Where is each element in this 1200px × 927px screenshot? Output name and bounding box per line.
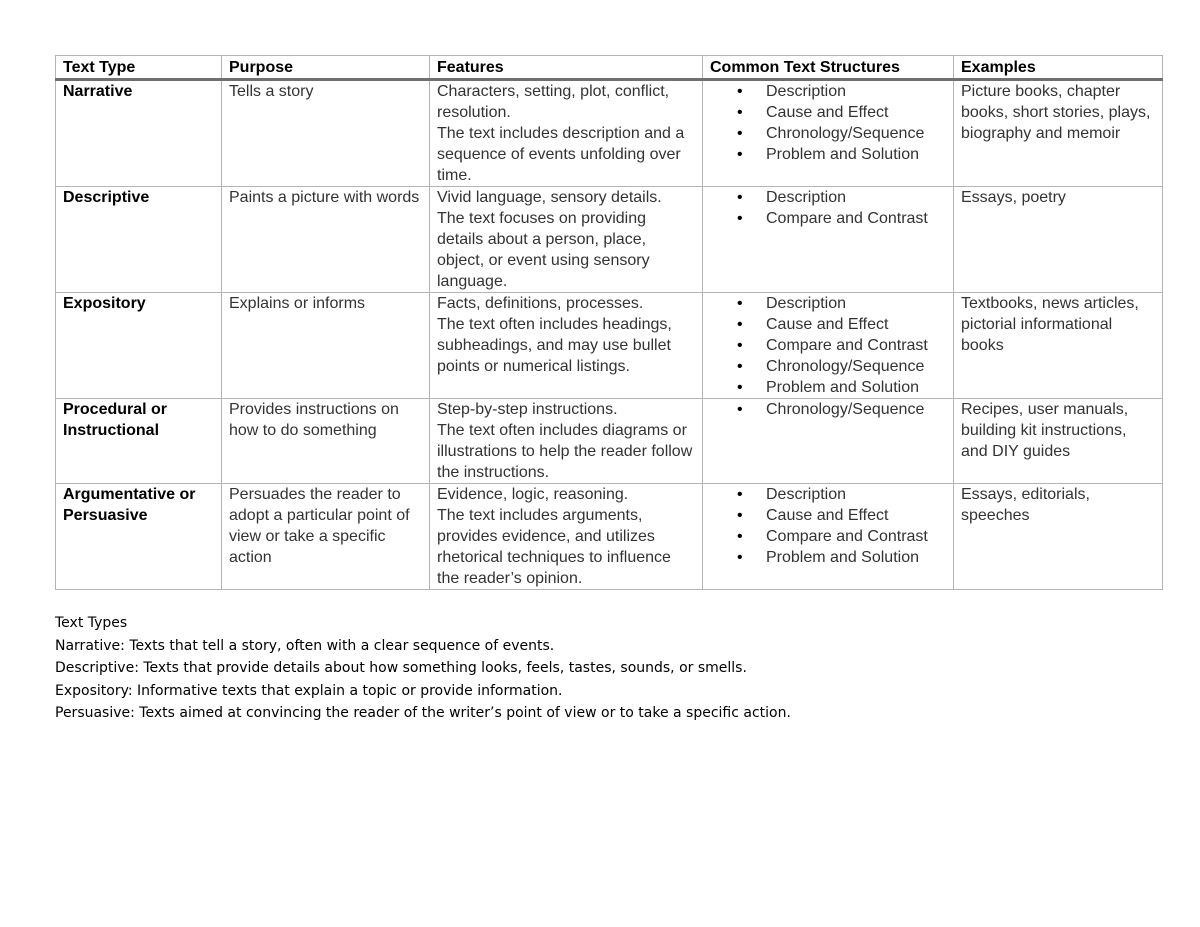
feature-text: The text often includes headings, subheadings, and may use bullet points or numerical listings. — [437, 316, 672, 375]
table-header-row — [56, 56, 1163, 80]
cell-common-text-structures — [703, 484, 954, 590]
feature-text: Evidence, logic, reasoning. — [437, 486, 629, 503]
cell-common-text-structures — [703, 187, 954, 293]
feature-text: The text includes description and a sequence of events unfolding over time. — [437, 125, 685, 184]
feature-text: The text focuses on providing details about a person, place, object, or event using sensory language. — [437, 210, 650, 290]
cell-features — [430, 399, 703, 484]
header-examples: Examples — [954, 56, 1163, 80]
cell-common-text-structures — [703, 293, 954, 399]
cell-examples: Textbooks, news articles, pictorial informational books — [954, 293, 1163, 399]
cell-text-type: Argumentative or Persuasive — [56, 484, 222, 590]
notes-line: Expository: Informative texts that explain a topic or provide information. — [55, 682, 563, 699]
structure-list — [710, 399, 947, 420]
cell-features — [430, 80, 703, 187]
table-row — [56, 293, 1163, 399]
structure-list — [710, 484, 947, 568]
structure-list-item: • Chronology/Sequence — [710, 399, 947, 420]
table-row — [56, 187, 1163, 293]
text-types-notes — [55, 612, 1162, 725]
feature-text: Facts, definitions, processes. — [437, 295, 644, 312]
cell-examples: Essays, editorials, speeches — [954, 484, 1163, 590]
feature-text: The text often includes diagrams or illustrations to help the reader follow the instructions. — [437, 422, 693, 481]
structure-list-item: • Description — [710, 293, 947, 314]
cell-purpose: Tells a story — [222, 80, 430, 187]
cell-purpose: Paints a picture with words — [222, 187, 430, 293]
feature-text: The text includes arguments, provides evidence, and utilizes rhetorical techniques to influence the reader’s opinion. — [437, 507, 671, 587]
structure-list-item: • Compare and Contrast — [710, 208, 947, 229]
cell-common-text-structures — [703, 80, 954, 187]
cell-features — [430, 293, 703, 399]
structure-list-item: • Chronology/Sequence — [710, 123, 947, 144]
cell-purpose: Explains or informs — [222, 293, 430, 399]
cell-text-type: Descriptive — [56, 187, 222, 293]
cell-common-text-structures — [703, 399, 954, 484]
cell-features — [430, 187, 703, 293]
cell-text-type: Expository — [56, 293, 222, 399]
structure-list-item: • Problem and Solution — [710, 547, 947, 568]
structure-list-item: • Cause and Effect — [710, 314, 947, 335]
document-page — [55, 55, 1162, 725]
notes-line: Descriptive: Texts that provide details about how something looks, feels, tastes, sounds, or smells. — [55, 660, 747, 676]
cell-text-type: Narrative — [56, 80, 222, 187]
structure-list-item: • Description — [710, 81, 947, 102]
header-text-type: Text Type — [56, 56, 222, 80]
structure-list-item: • Cause and Effect — [710, 102, 947, 123]
structure-list-item: • Cause and Effect — [710, 505, 947, 526]
feature-text: Vivid language, sensory details. — [437, 189, 662, 206]
cell-purpose: Provides instructions on how to do something — [222, 399, 430, 484]
cell-examples: Essays, poetry — [954, 187, 1163, 293]
header-features: Features — [430, 56, 703, 80]
structure-list-item: • Description — [710, 187, 947, 208]
feature-text: Step-by-step instructions. — [437, 401, 618, 418]
structure-list-item: • Description — [710, 484, 947, 505]
table-row — [56, 399, 1163, 484]
cell-text-type: Procedural or Instructional — [56, 399, 222, 484]
structure-list-item: • Problem and Solution — [710, 144, 947, 165]
structure-list-item: • Compare and Contrast — [710, 526, 947, 547]
header-common-text-structures: Common Text Structures — [703, 56, 954, 80]
table-row — [56, 80, 1163, 187]
structure-list-item: • Problem and Solution — [710, 377, 947, 398]
cell-purpose: Persuades the reader to adopt a particular point of view or take a specific action — [222, 484, 430, 590]
structure-list — [710, 81, 947, 165]
header-purpose: Purpose — [222, 56, 430, 80]
notes-line: Narrative: Texts that tell a story, often with a clear sequence of events. — [55, 637, 555, 654]
notes-title: Text Types — [55, 615, 128, 631]
text-types-table — [55, 55, 1163, 590]
structure-list-item: • Chronology/Sequence — [710, 356, 947, 377]
notes-line: Persuasive: Texts aimed at convincing the reader of the writer’s point of view or to take a specific action. — [55, 705, 791, 721]
feature-text: Characters, setting, plot, conflict, resolution. — [437, 83, 670, 121]
cell-examples: Recipes, user manuals, building kit instructions, and DIY guides — [954, 399, 1163, 484]
structure-list-item: • Compare and Contrast — [710, 335, 947, 356]
table-row — [56, 484, 1163, 590]
structure-list — [710, 293, 947, 398]
structure-list — [710, 187, 947, 229]
cell-examples: Picture books, chapter books, short stories, plays, biography and memoir — [954, 80, 1163, 187]
cell-features — [430, 484, 703, 590]
